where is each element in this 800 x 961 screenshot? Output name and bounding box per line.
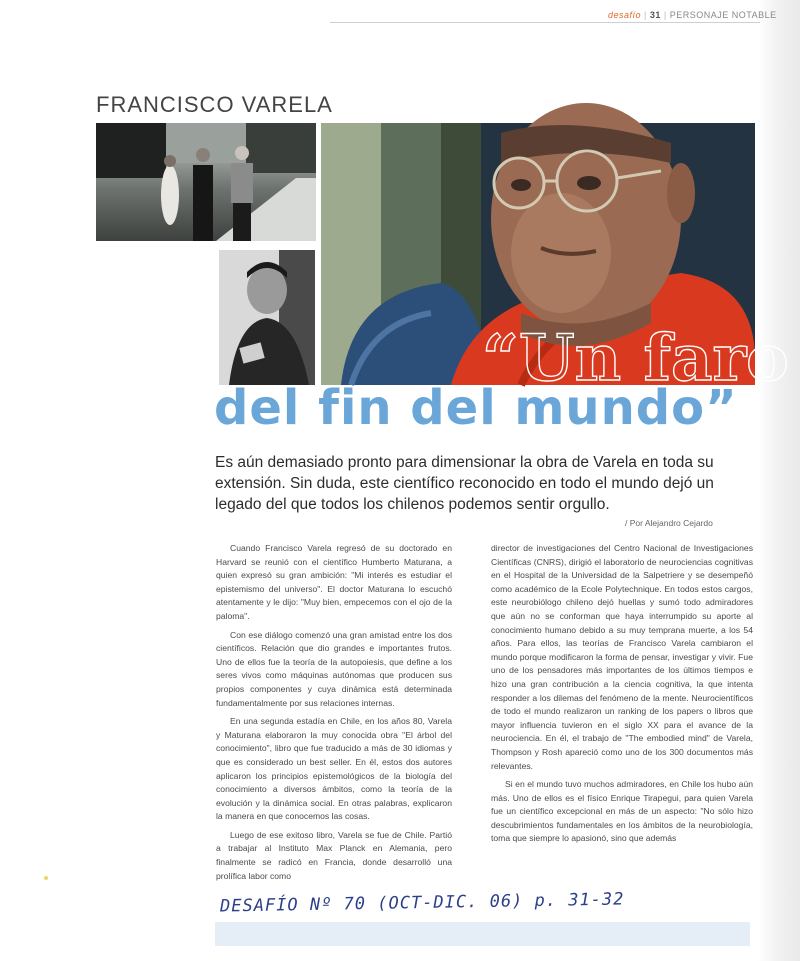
portrait-photo-small [219,250,315,385]
body-column-right [491,542,753,872]
scan-smudge [44,876,48,880]
header-rule [330,22,760,23]
group-photo [96,123,316,241]
group-photo-art [96,123,316,241]
lead-paragraph: Es aún demasiado pronto para dimensionar la obra de Varela en toda su extensión. Sin duda, este científico reconocido en todo el mundo dejó un legado del que todos los chilenos podemos sentir orgullo. [215,454,714,513]
headline-line1: “Un faro [482,321,789,396]
section-label: PERSONAJE NOTABLE [669,10,777,20]
body-paragraph: Cuando Francisco Varela regresó de su doctorado en Harvard se reunió con el científico Humberto Maturana, a quien expresó su gran ambición: "Mi interés es estudiar el epistemismo del universo". El doctor Maturana lo escuchó atentamente y le dijo: "Muy bien, empecemos con el ojo de la paloma". [216,543,452,621]
body-paragraph: En una segunda estadía en Chile, en los años 80, Varela y Maturana elaboraron la muy conocida obra "El árbol del conocimiento", libro que fue traducido a más de 30 idiomas y que es considerado un best seller. En él, estos dos autores aplicaron los principios epistemológicos de la biología del conocimiento a diversos ámbitos, como la teoría de la evolución y la dinámica social. En otras palabras, explicaron la manera en que conocemos las cosas. [216,716,452,822]
handwritten-citation-note: DESAFÍO Nº 70 (OCT-DIC. 06) p. 31-32 [219,889,625,917]
body-paragraph: director de investigaciones del Centro Nacional de Investigaciones Científicas (CNRS), dirigió el laboratorio de neurociencias cognitivas en el Hospital de la Universidad de la Salpetriere y se desempeñó como académico de la Ecole Polytechnique. En todos estos cargos, este neurobiólogo chileno dejó huellas y sumó todo admiradores que aún no se conforman que haya interrumpido su aporte al conocimiento humano debido a su muy temprana muerte, a los 54 años. Para ellos, las teorías de Francisco Varela cambiaron el mundo porque modificaron la forma de pensar, investigar y vivir. Fue uno de los pensadores más importantes de los últimos tiempos e hizo una gran contribución a la ciencia cognitiva, la que intenta responder a los dilemas del fenómeno de la mente. Neurocientíficos de todo el mundo realizaron un ranking de los papers o libros que mayor influencia tuvieron en el siglo XX para el avance de la neurociencia. En él, el trabajo de "The embodied mind" de Varela, Thompson y Rosh apareció como uno de los 300 documentos más relevantes. [491,543,753,771]
headline-line2: del fin del mundo” [214,380,738,436]
magazine-logo: desafío [608,10,642,20]
body-paragraph: Si en el mundo tuvo muchos admiradores, en Chile los hubo aún más. Uno de ellos es el físico Enrique Tirapegui, para quien Varela fue un científico excepcional en más de un aspecto: "No sólo hizo descubrimientos fundamentales en los ámbitos de la neurobiología, toma que siempre lo apasionó, sino que además [491,779,753,844]
person-name-title: FRANCISCO VARELA [96,92,333,117]
body-paragraph: Con ese diálogo comenzó una gran amistad entre los dos científicos. Relación que dio grandes e importantes frutos. Uno de ellos fue la teoría de la autopoiesis, que define a los seres vivos como máquinas autónomas que producen sus propios componentes y cuya dinámica está determinada fundamentalmente por sus relaciones internas. [216,629,452,708]
page-number: 31 [649,10,661,20]
portrait-photo-small-art [219,250,315,385]
body-column-left [216,542,452,881]
byline: / Por Alejandro Cejardo [625,518,713,528]
body-paragraph: Luego de ese exitoso libro, Varela se fue de Chile. Partió a trabajar al Instituto Max Planck en Alemania, pero finalmente se radicó en Francia, donde desarrolló una prolífica labor como [216,829,452,881]
running-header: desafío | 31 | PERSONAJE NOTABLE [608,10,777,20]
page-edge-shadow [758,0,800,961]
bottom-color-band [215,922,750,946]
